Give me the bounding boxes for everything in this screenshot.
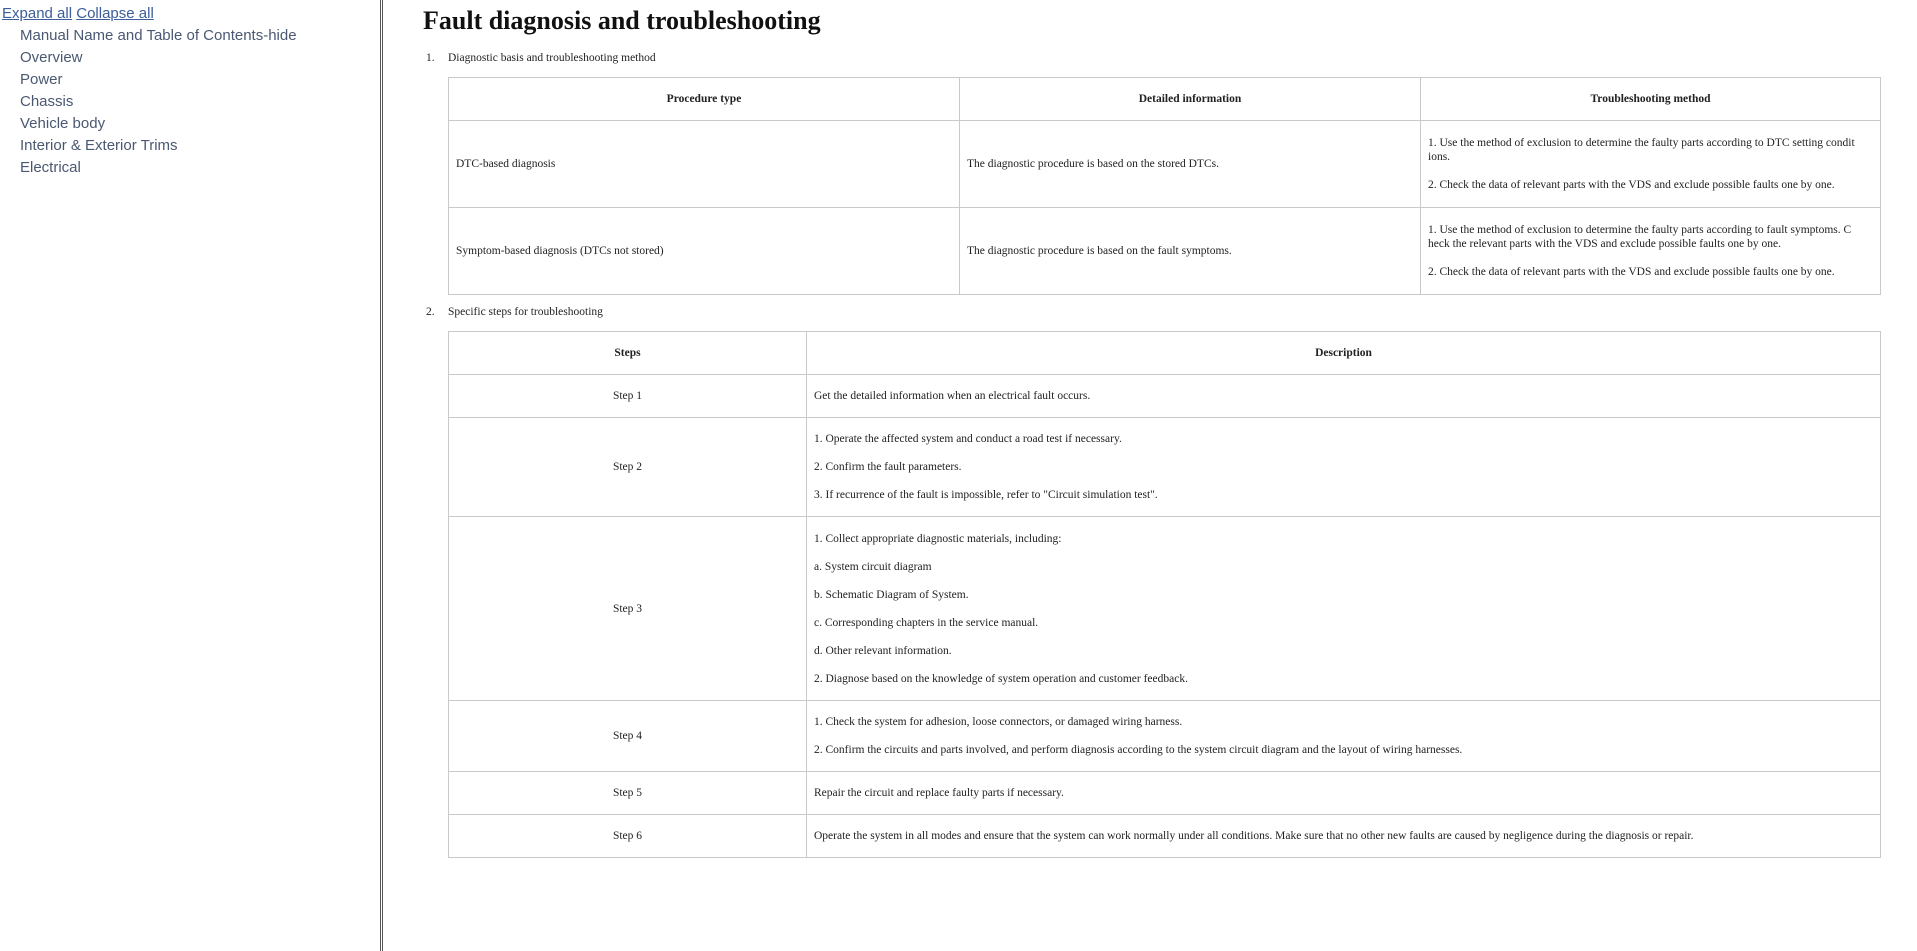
step-cell: Step 4 — [449, 701, 807, 772]
table-row — [449, 701, 1881, 772]
description-cell — [807, 772, 1881, 815]
troubleshooting-method-cell — [1421, 208, 1881, 295]
table-header-row — [449, 332, 1881, 375]
description-line: c. Corresponding chapters in the service manual. — [814, 616, 1039, 629]
description-cell — [807, 815, 1881, 858]
description-line: Get the detailed information when an electrical fault occurs. — [814, 390, 1091, 402]
table-row — [449, 517, 1881, 701]
step-cell: Step 1 — [449, 375, 807, 418]
step-cell: Step 3 — [449, 517, 807, 701]
method-line: 1. Use the method of exclusion to determine the faulty parts according to DTC setting condit ions. — [1428, 137, 1855, 163]
table-row — [449, 121, 1881, 208]
step-cell: Step 2 — [449, 418, 807, 517]
description-line: Repair the circuit and replace faulty parts if necessary. — [814, 787, 1064, 799]
section-1-number: 1. — [426, 52, 435, 64]
procedure-type-cell: DTC-based diagnosis — [449, 121, 960, 208]
method-line: 2. Check the data of relevant parts with the VDS and exclude possible faults one by one. — [1428, 179, 1835, 191]
method-line: 2. Check the data of relevant parts with the VDS and exclude possible faults one by one. — [1428, 266, 1835, 278]
toc-item-electrical[interactable]: Electrical — [20, 159, 81, 176]
section-2-number: 2. — [426, 306, 435, 318]
table-row — [449, 418, 1881, 517]
header-troubleshooting-method: Troubleshooting method — [1421, 78, 1881, 121]
description-line: 1. Operate the affected system and conduct a road test if necessary. — [814, 433, 1122, 445]
toc-tree — [20, 25, 297, 179]
collapse-all-link[interactable]: Collapse all — [76, 5, 154, 22]
description-cell — [807, 375, 1881, 418]
step-cell: Step 5 — [449, 772, 807, 815]
toc-item-interior-exterior-trims[interactable]: Interior & Exterior Trims — [20, 137, 178, 154]
section-1-title: Diagnostic basis and troubleshooting method — [448, 52, 656, 64]
description-cell — [807, 701, 1881, 772]
page-title: Fault diagnosis and troubleshooting — [423, 6, 821, 35]
pane-splitter[interactable] — [380, 0, 383, 951]
toc-item-overview[interactable]: Overview — [20, 49, 83, 66]
table-row — [449, 772, 1881, 815]
table-row — [449, 815, 1881, 858]
step-cell: Step 6 — [449, 815, 807, 858]
expand-all-link[interactable]: Expand all — [2, 5, 73, 22]
tree-controls — [2, 5, 154, 22]
header-steps: Steps — [449, 332, 807, 375]
description-line: a. System circuit diagram — [814, 560, 932, 573]
detailed-info-cell: The diagnostic procedure is based on the fault symptoms. — [960, 208, 1421, 295]
toc-item-chassis[interactable]: Chassis — [20, 93, 74, 110]
description-line: 1. Collect appropriate diagnostic materials, including: — [814, 532, 1062, 545]
toc-item-vehicle-body[interactable]: Vehicle body — [20, 115, 106, 132]
table-row — [449, 208, 1881, 295]
description-line: 3. If recurrence of the fault is impossible, refer to "Circuit simulation test". — [814, 489, 1158, 501]
procedure-type-cell: Symptom-based diagnosis (DTCs not stored) — [449, 208, 960, 295]
toc-item-power[interactable]: Power — [20, 71, 63, 88]
description-line: 2. Diagnose based on the knowledge of system operation and customer feedback. — [814, 672, 1188, 685]
description-cell — [807, 418, 1881, 517]
section-2-title: Specific steps for troubleshooting — [448, 306, 603, 318]
header-procedure-type: Procedure type — [449, 78, 960, 121]
description-line: 2. Confirm the circuits and parts involved, and perform diagnosis according to the system circuit diagram and the layout of wiring harnesses. — [814, 744, 1463, 756]
description-line: 1. Check the system for adhesion, loose connectors, or damaged wiring harness. — [814, 716, 1183, 728]
description-line: b. Schematic Diagram of System. — [814, 588, 969, 601]
header-detailed-information: Detailed information — [960, 78, 1421, 121]
diagnostic-basis-table — [448, 77, 1881, 295]
header-description: Description — [807, 332, 1881, 375]
description-line: d. Other relevant information. — [814, 644, 952, 657]
toc-item-manual-name[interactable]: Manual Name and Table of Contents-hide — [20, 27, 297, 44]
description-line: 2. Confirm the fault parameters. — [814, 461, 962, 473]
section-1-heading — [426, 52, 656, 64]
table-row — [449, 375, 1881, 418]
table-header-row — [449, 78, 1881, 121]
section-2-heading — [426, 306, 603, 318]
detailed-info-cell: The diagnostic procedure is based on the stored DTCs. — [960, 121, 1421, 208]
description-cell — [807, 517, 1881, 701]
troubleshooting-steps-table — [448, 331, 1881, 858]
method-line: 1. Use the method of exclusion to determine the faulty parts according to fault symptoms. C heck the relevant parts with the VDS and exclude possible faults one by one. — [1428, 224, 1852, 250]
troubleshooting-method-cell — [1421, 121, 1881, 208]
sidebar — [0, 0, 380, 951]
description-line: Operate the system in all modes and ensure that the system can work normally under all conditions. Make sure that no other new faults are caused by negligence during the diagnosis or repair. — [814, 830, 1694, 842]
